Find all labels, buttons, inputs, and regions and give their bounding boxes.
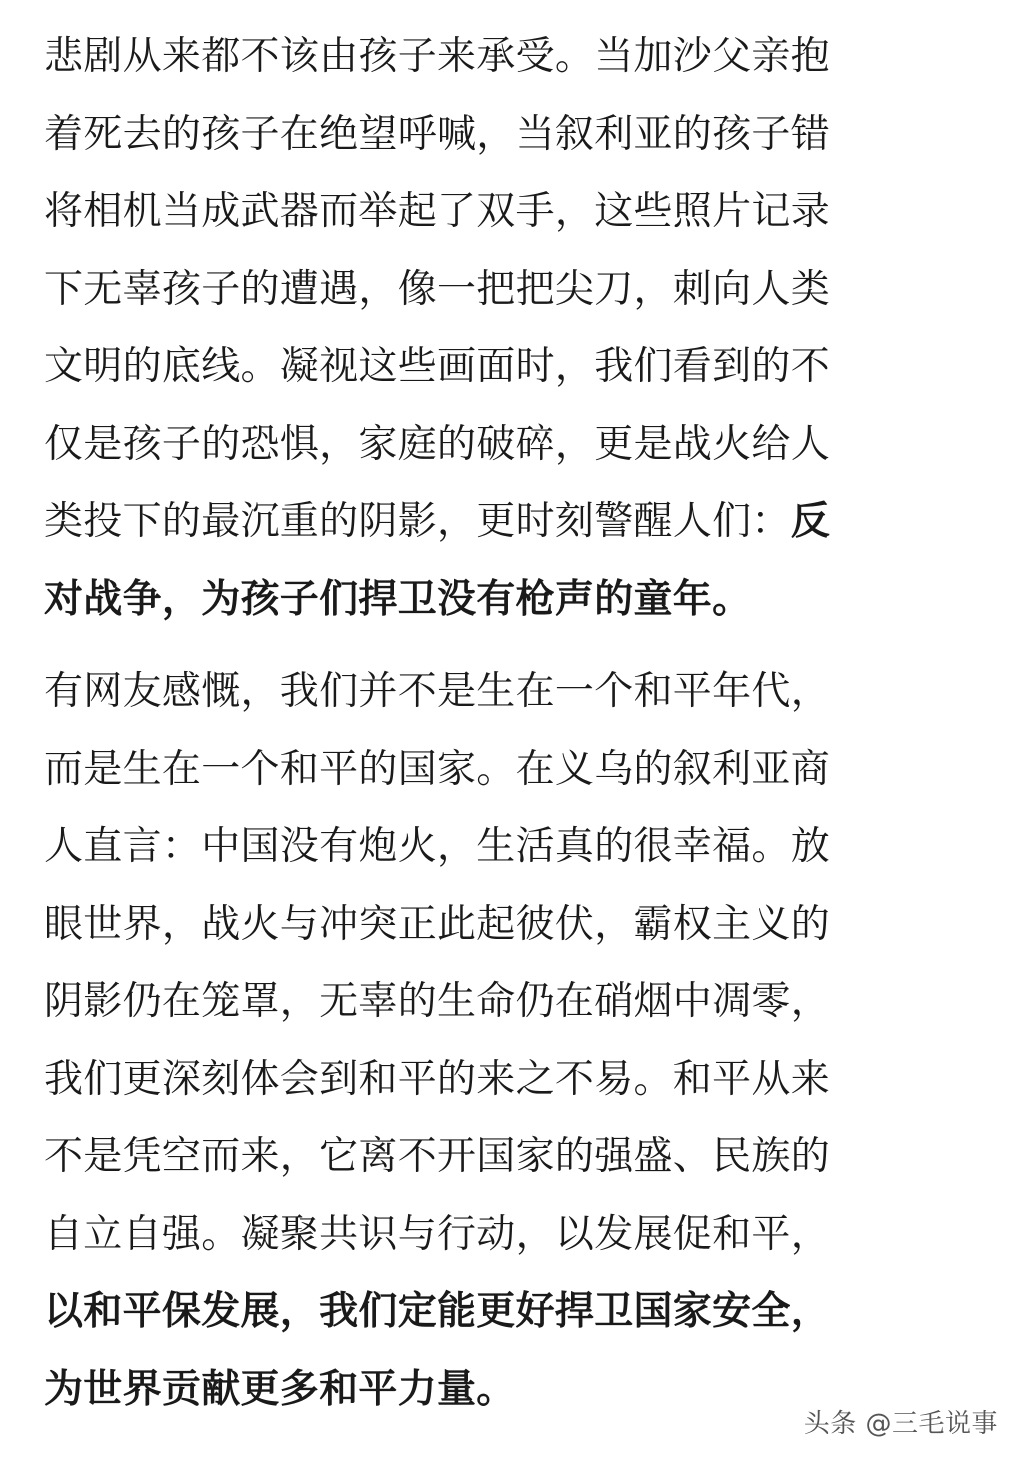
text-line: 自立自强。凝聚共识与行动，以发展促和平， [44,1211,831,1257]
paragraph-1 [44,18,984,638]
text-line: 阴影仍在笼罩，无辜的生命仍在硝烟中凋零， [44,979,831,1024]
text-line: 着死去的孩子在绝望呼喊，当叙利亚的孩子错 [44,111,831,157]
text-line: 眼世界，战火与冲突正此起彼伏，霸权主义的 [44,901,831,947]
text-line: 文明的底线。凝视这些画面时，我们看到的不 [44,344,831,389]
text-line: 有网友感慨，我们并不是生在一个和平年代， [44,669,831,714]
article-body [44,18,984,1428]
paragraph-gap [44,638,984,653]
text-line-bold: 以和平保发展，我们定能更好捍卫国家安全， [44,1289,831,1334]
text-line: 我们更深刻体会到和平的来之不易。和平从来 [44,1056,831,1102]
watermark: 头条 @三毛说事 [803,1409,998,1439]
text-line: 悲剧从来都不该由孩子来承受。当加沙父亲抱 [44,34,831,79]
text-line: 将相机当成武器而举起了双手，这些照片记录 [44,189,831,234]
text-line: 人直言：中国没有炮火，生活真的很幸福。放 [44,824,831,869]
text-line: 不是凭空而来，它离不开国家的强盛、民族的 [44,1134,831,1179]
text-line: 下无辜孩子的遭遇，像一把把尖刀，刺向人类 [44,266,831,312]
text-line: 而是生在一个和平的国家。在义乌的叙利亚商 [44,746,831,792]
text-line [44,483,984,561]
paragraph-2 [44,653,984,1428]
text-line-bold: 反 [790,499,831,544]
text-line-regular: 类投下的最沉重的阴影，更时刻警醒人们： [44,499,791,544]
text-line-bold: 对战争，为孩子们捍卫没有枪声的童年。 [44,576,752,622]
text-line-bold: 为世界贡献更多和平力量。 [44,1366,516,1412]
text-line: 仅是孩子的恐惧，家庭的破碎，更是战火给人 [44,421,831,467]
